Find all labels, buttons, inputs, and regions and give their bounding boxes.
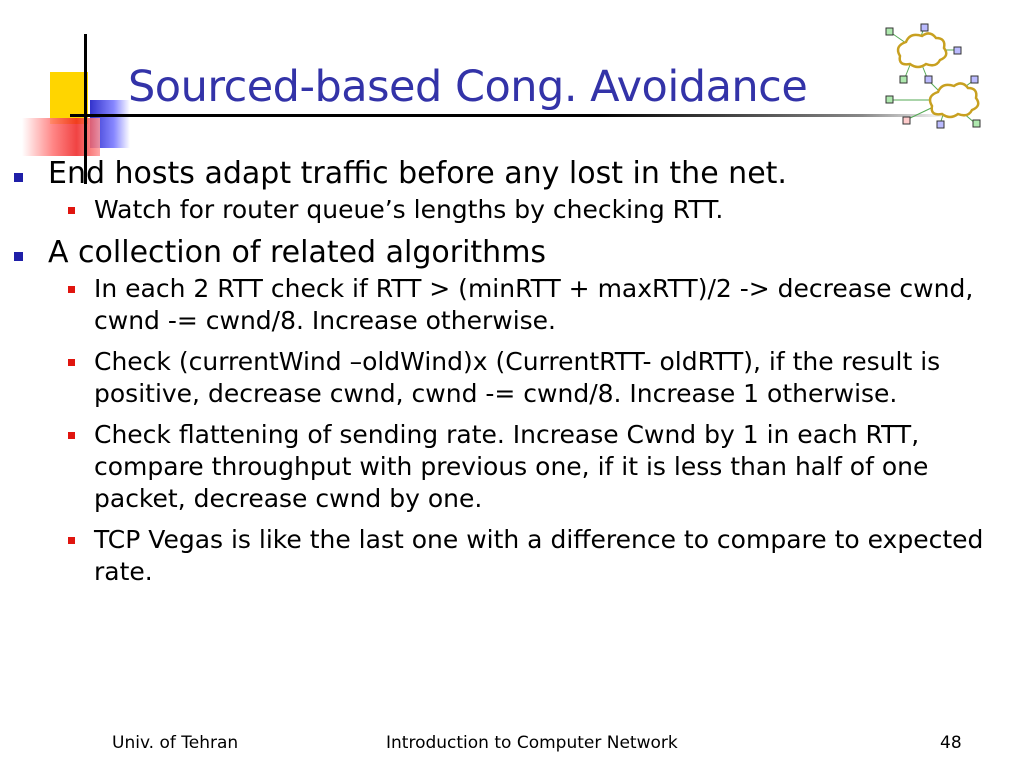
bullet-level1 [10,156,1010,192]
bullet-text: End hosts adapt traffic before any lost in the net. [48,156,787,191]
bullet-text: Watch for router queue’s lengths by checking RTT. [94,195,724,224]
bullet-text: TCP Vegas is like the last one with a difference to compare to expected rate. [94,525,984,586]
bullet-text: In each 2 RTT check if RTT > (minRTT + maxRTT)/2 -> decrease cwnd, cwnd -= cwnd/8. Increase otherwise. [94,274,974,335]
square-bullet-icon [68,432,75,439]
bullet-level1 [10,235,1010,271]
square-bullet-icon [68,359,75,366]
bullet-level2 [10,273,1010,337]
slide-content [10,156,1010,597]
bullet-level2 [10,194,1010,226]
square-bullet-icon [14,173,23,182]
footer-institution: Univ. of Tehran [112,733,239,753]
square-bullet-icon [68,286,75,293]
title-underline [70,114,950,117]
square-bullet-icon [14,252,23,261]
bullet-text: Check flattening of sending rate. Increase Cwnd by 1 in each RTT, compare throughput with previous one, if it is less than half of one packet, decrease cwnd by one. [94,420,929,513]
slide-title: Sourced-based Cong. Avoidance [128,62,808,112]
footer-course-title: Introduction to Computer Network [386,733,678,753]
bullet-text: Check (currentWind –oldWind)x (CurrentRTT- oldRTT), if the result is positive, decrease cwnd, cwnd -= cwnd/8. Increase 1 otherwise. [94,347,941,408]
bullet-text: A collection of related algorithms [48,235,547,270]
bullet-level2 [10,524,1010,588]
network-clouds-icon [876,20,986,132]
decorative-red-block [22,118,100,156]
bullet-level2 [10,419,1010,515]
footer-page-number: 48 [940,733,962,753]
square-bullet-icon [68,207,75,214]
bullet-level2 [10,346,1010,410]
square-bullet-icon [68,537,75,544]
